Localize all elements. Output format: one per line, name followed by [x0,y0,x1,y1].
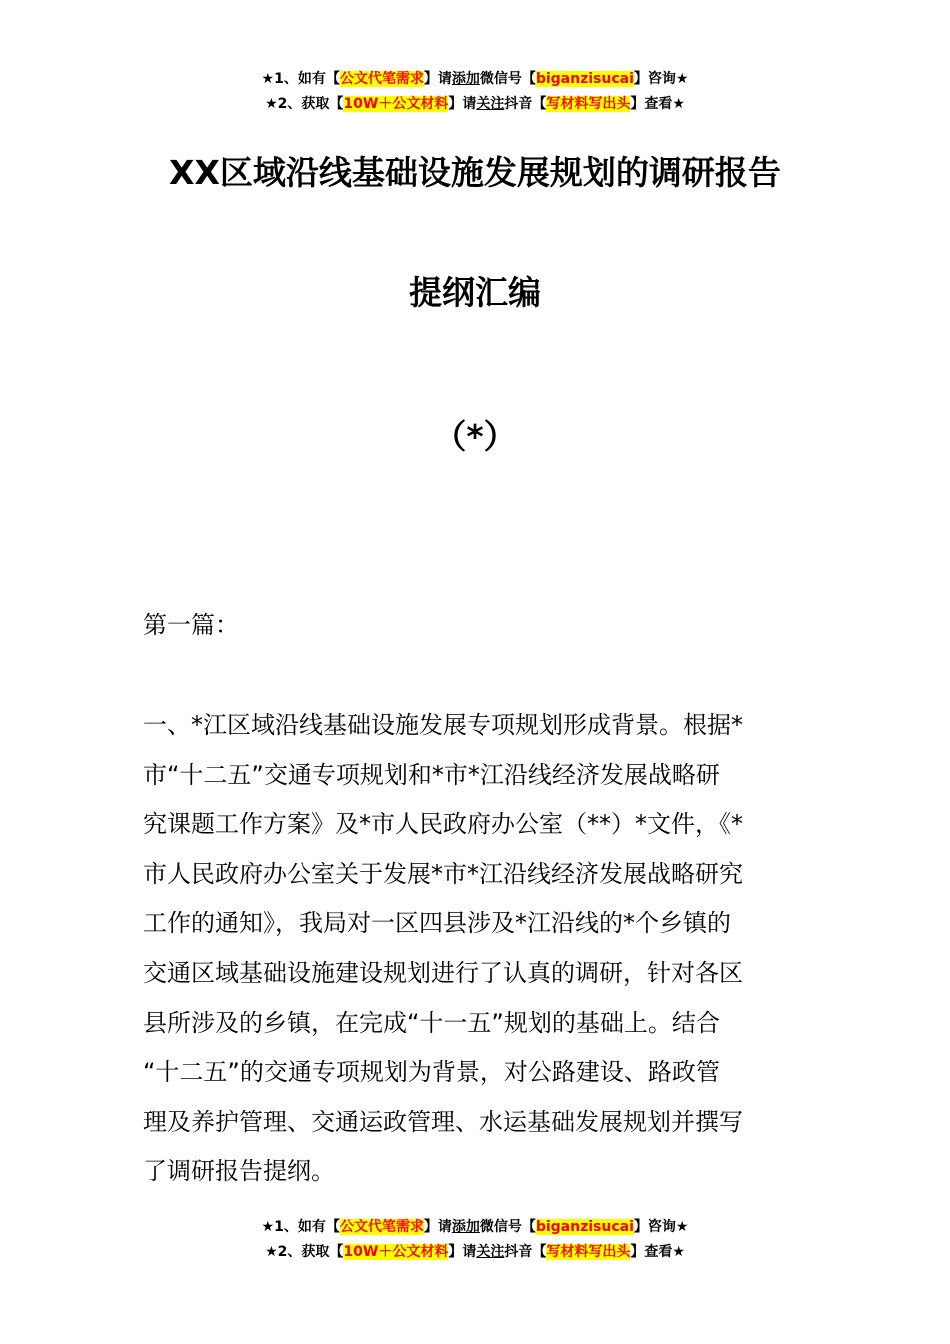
promo-line-2 [0,1240,950,1265]
paragraph-line: 市人民政府办公室关于发展*市*江沿线经济发展战略研究 [143,859,743,888]
paragraph-line: 一、*江区域沿线基础设施发展专项规划形成背景。根据* [143,711,743,739]
promo-douyin-account: 写材料写出头 [546,1244,631,1260]
promo-text: 】请 [423,1219,452,1235]
paragraph-line: 了调研报告提纲。 [143,1157,335,1186]
promo-underlined-text: 添加 [451,1219,480,1235]
document-title-note: （*） [433,417,517,456]
promo-underlined-text: 关注 [476,1244,505,1260]
promo-text: ★2、获取【 [265,96,344,112]
document-subtitle: 提纲汇编 [409,273,541,312]
promo-line-2 [0,92,950,117]
promo-wechat-id: biganzisucai [535,1219,634,1235]
promo-highlight: 10W＋公文材料 [343,1244,449,1260]
document-title: XX区域沿线基础设施发展规划的调研报告 [169,153,781,192]
paragraph-line: 理及养护管理、交通运政管理、水运基础发展规划并撰写 [143,1107,743,1136]
promo-highlight: 公文代笔需求 [339,1219,424,1235]
paragraph-line: “十二五”的交通专项规划为背景，对公路建设、路政管 [143,1058,720,1087]
promo-text: 】咨询★ [633,1219,689,1235]
promo-line-1 [0,67,950,92]
promo-banner-bottom [0,1215,950,1265]
promo-text: 微信号【 [479,71,536,87]
promo-text: 抖音【 [504,1244,547,1260]
promo-text: 抖音【 [504,96,547,112]
promo-wechat-id: biganzisucai [535,71,634,87]
promo-text: 】请 [448,96,477,112]
promo-underlined-text: 关注 [476,96,505,112]
promo-text: ★2、获取【 [265,1244,344,1260]
promo-text: 微信号【 [479,1219,536,1235]
paragraph-line: 县所涉及的乡镇，在完成“十一五”规划的基础上。结合 [143,1008,720,1037]
paragraph-line: 市“十二五”交通专项规划和*市*江沿线经济发展战略研 [143,760,720,789]
promo-text: ★1、如有【 [261,1219,340,1235]
promo-highlight: 10W＋公文材料 [343,96,449,112]
promo-text: 】查看★ [630,1244,685,1260]
paragraph-line: 交通区域基础设施建设规划进行了认真的调研，针对各区 [143,958,743,987]
promo-highlight: 公文代笔需求 [339,71,424,87]
promo-line-1 [0,1215,950,1240]
promo-text: 】查看★ [630,96,685,112]
section-heading: 第一篇： [143,611,239,639]
promo-underlined-text: 添加 [451,71,480,87]
promo-text: 】请 [423,71,452,87]
promo-text: 】请 [448,1244,477,1260]
paragraph-line: 工作的通知》，我局对一区四县涉及*江沿线的*个乡镇的 [143,909,731,938]
promo-banner-top [0,67,950,117]
promo-text: ★1、如有【 [261,71,340,87]
paragraph-line: 究课题工作方案》及*市人民政府办公室（**）*文件，《* [143,810,743,839]
promo-text: 】咨询★ [633,71,689,87]
body-paragraph [143,701,809,1197]
promo-douyin-account: 写材料写出头 [546,96,631,112]
